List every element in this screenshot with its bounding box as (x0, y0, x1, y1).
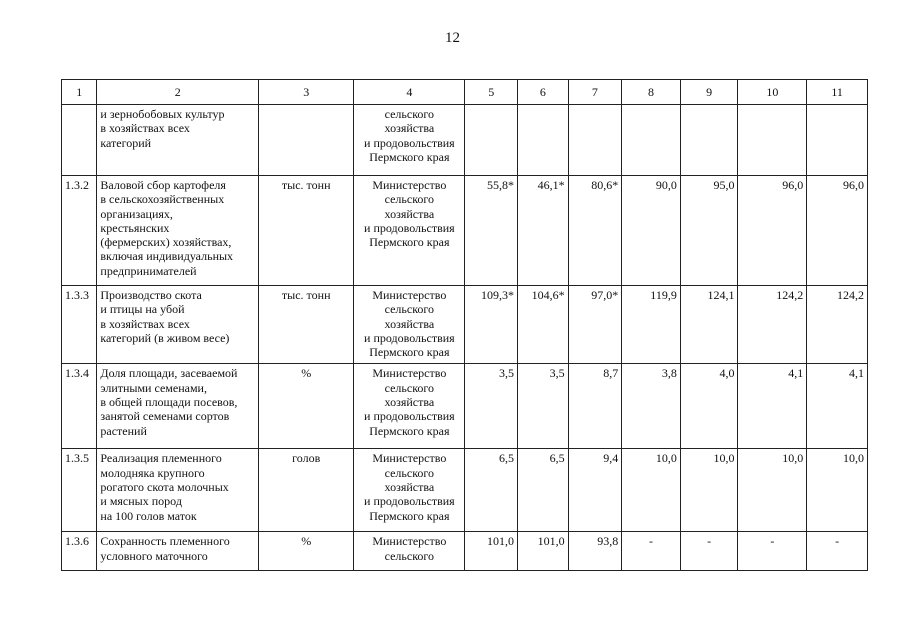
value-cell: 4,1 (738, 364, 807, 449)
indicator-name: Доля площади, засеваемой элитными семенами, в общей площади посевов, занятой семенами сортов растений (97, 364, 259, 449)
value-cell: 6,5 (518, 449, 569, 532)
indicators-table (61, 79, 868, 571)
row-code: 1.3.4 (62, 364, 97, 449)
value-cell: 10,0 (622, 449, 681, 532)
value-cell: 10,0 (738, 449, 807, 532)
value-cell: 109,3* (465, 286, 518, 364)
table-row (62, 532, 868, 571)
value-cell: 10,0 (807, 449, 868, 532)
value-cell: 104,6* (518, 286, 569, 364)
value-cell: - (680, 532, 738, 571)
indicator-name: Валовой сбор картофеля в сельскохозяйственных организациях, крестьянских (фермерских) хозяйствах, включая индивидуальных предпринимателей (97, 176, 259, 286)
col-header: 9 (680, 80, 738, 105)
value-cell (568, 105, 622, 176)
col-header: 11 (807, 80, 868, 105)
value-cell: - (807, 532, 868, 571)
value-cell: 8,7 (568, 364, 622, 449)
value-cell: 4,0 (680, 364, 738, 449)
unit: % (259, 364, 354, 449)
value-cell: 96,0 (807, 176, 868, 286)
value-cell: 97,0* (568, 286, 622, 364)
table-row (62, 105, 868, 176)
responsible-org: сельского хозяйства и продовольствия Пермского края (354, 105, 465, 176)
value-cell: 101,0 (518, 532, 569, 571)
value-cell: 55,8* (465, 176, 518, 286)
col-header: 5 (465, 80, 518, 105)
table-row (62, 364, 868, 449)
responsible-org: Министерство сельского хозяйства и продовольствия Пермского края (354, 364, 465, 449)
value-cell: 3,5 (465, 364, 518, 449)
value-cell: 9,4 (568, 449, 622, 532)
value-cell: - (738, 532, 807, 571)
indicator-name: Сохранность племенного условного маточного (97, 532, 259, 571)
table-row (62, 176, 868, 286)
unit (259, 105, 354, 176)
col-header: 10 (738, 80, 807, 105)
row-code: 1.3.6 (62, 532, 97, 571)
col-header: 4 (354, 80, 465, 105)
row-code: 1.3.2 (62, 176, 97, 286)
value-cell: 80,6* (568, 176, 622, 286)
value-cell: 95,0 (680, 176, 738, 286)
value-cell: 124,2 (738, 286, 807, 364)
value-cell (807, 105, 868, 176)
value-cell (518, 105, 569, 176)
row-code: 1.3.5 (62, 449, 97, 532)
col-header: 2 (97, 80, 259, 105)
page-number: 12 (445, 30, 460, 46)
value-cell: 3,8 (622, 364, 681, 449)
responsible-org: Министерство сельского хозяйства и продовольствия Пермского края (354, 286, 465, 364)
header-row (62, 80, 868, 105)
value-cell: 119,9 (622, 286, 681, 364)
col-header: 3 (259, 80, 354, 105)
value-cell: - (622, 532, 681, 571)
value-cell (680, 105, 738, 176)
row-code (62, 105, 97, 176)
unit: голов (259, 449, 354, 532)
value-cell (465, 105, 518, 176)
value-cell: 124,2 (807, 286, 868, 364)
col-header: 7 (568, 80, 622, 105)
unit: % (259, 532, 354, 571)
unit: тыс. тонн (259, 286, 354, 364)
value-cell: 3,5 (518, 364, 569, 449)
unit: тыс. тонн (259, 176, 354, 286)
value-cell: 6,5 (465, 449, 518, 532)
value-cell: 4,1 (807, 364, 868, 449)
value-cell: 90,0 (622, 176, 681, 286)
value-cell: 101,0 (465, 532, 518, 571)
responsible-org: Министерство сельского хозяйства и продовольствия Пермского края (354, 176, 465, 286)
value-cell: 124,1 (680, 286, 738, 364)
value-cell: 93,8 (568, 532, 622, 571)
table-row (62, 449, 868, 532)
indicator-name: Реализация племенного молодняка крупного рогатого скота молочных и мясных пород на 100 голов маток (97, 449, 259, 532)
col-header: 1 (62, 80, 97, 105)
col-header: 8 (622, 80, 681, 105)
value-cell: 10,0 (680, 449, 738, 532)
responsible-org: Министерство сельского (354, 532, 465, 571)
value-cell (738, 105, 807, 176)
indicator-name: Производство скота и птицы на убой в хозяйствах всех категорий (в живом весе) (97, 286, 259, 364)
row-code: 1.3.3 (62, 286, 97, 364)
value-cell: 96,0 (738, 176, 807, 286)
col-header: 6 (518, 80, 569, 105)
responsible-org: Министерство сельского хозяйства и продовольствия Пермского края (354, 449, 465, 532)
indicator-name: и зернобобовых культур в хозяйствах всех категорий (97, 105, 259, 176)
value-cell (622, 105, 681, 176)
table-row (62, 286, 868, 364)
value-cell: 46,1* (518, 176, 569, 286)
